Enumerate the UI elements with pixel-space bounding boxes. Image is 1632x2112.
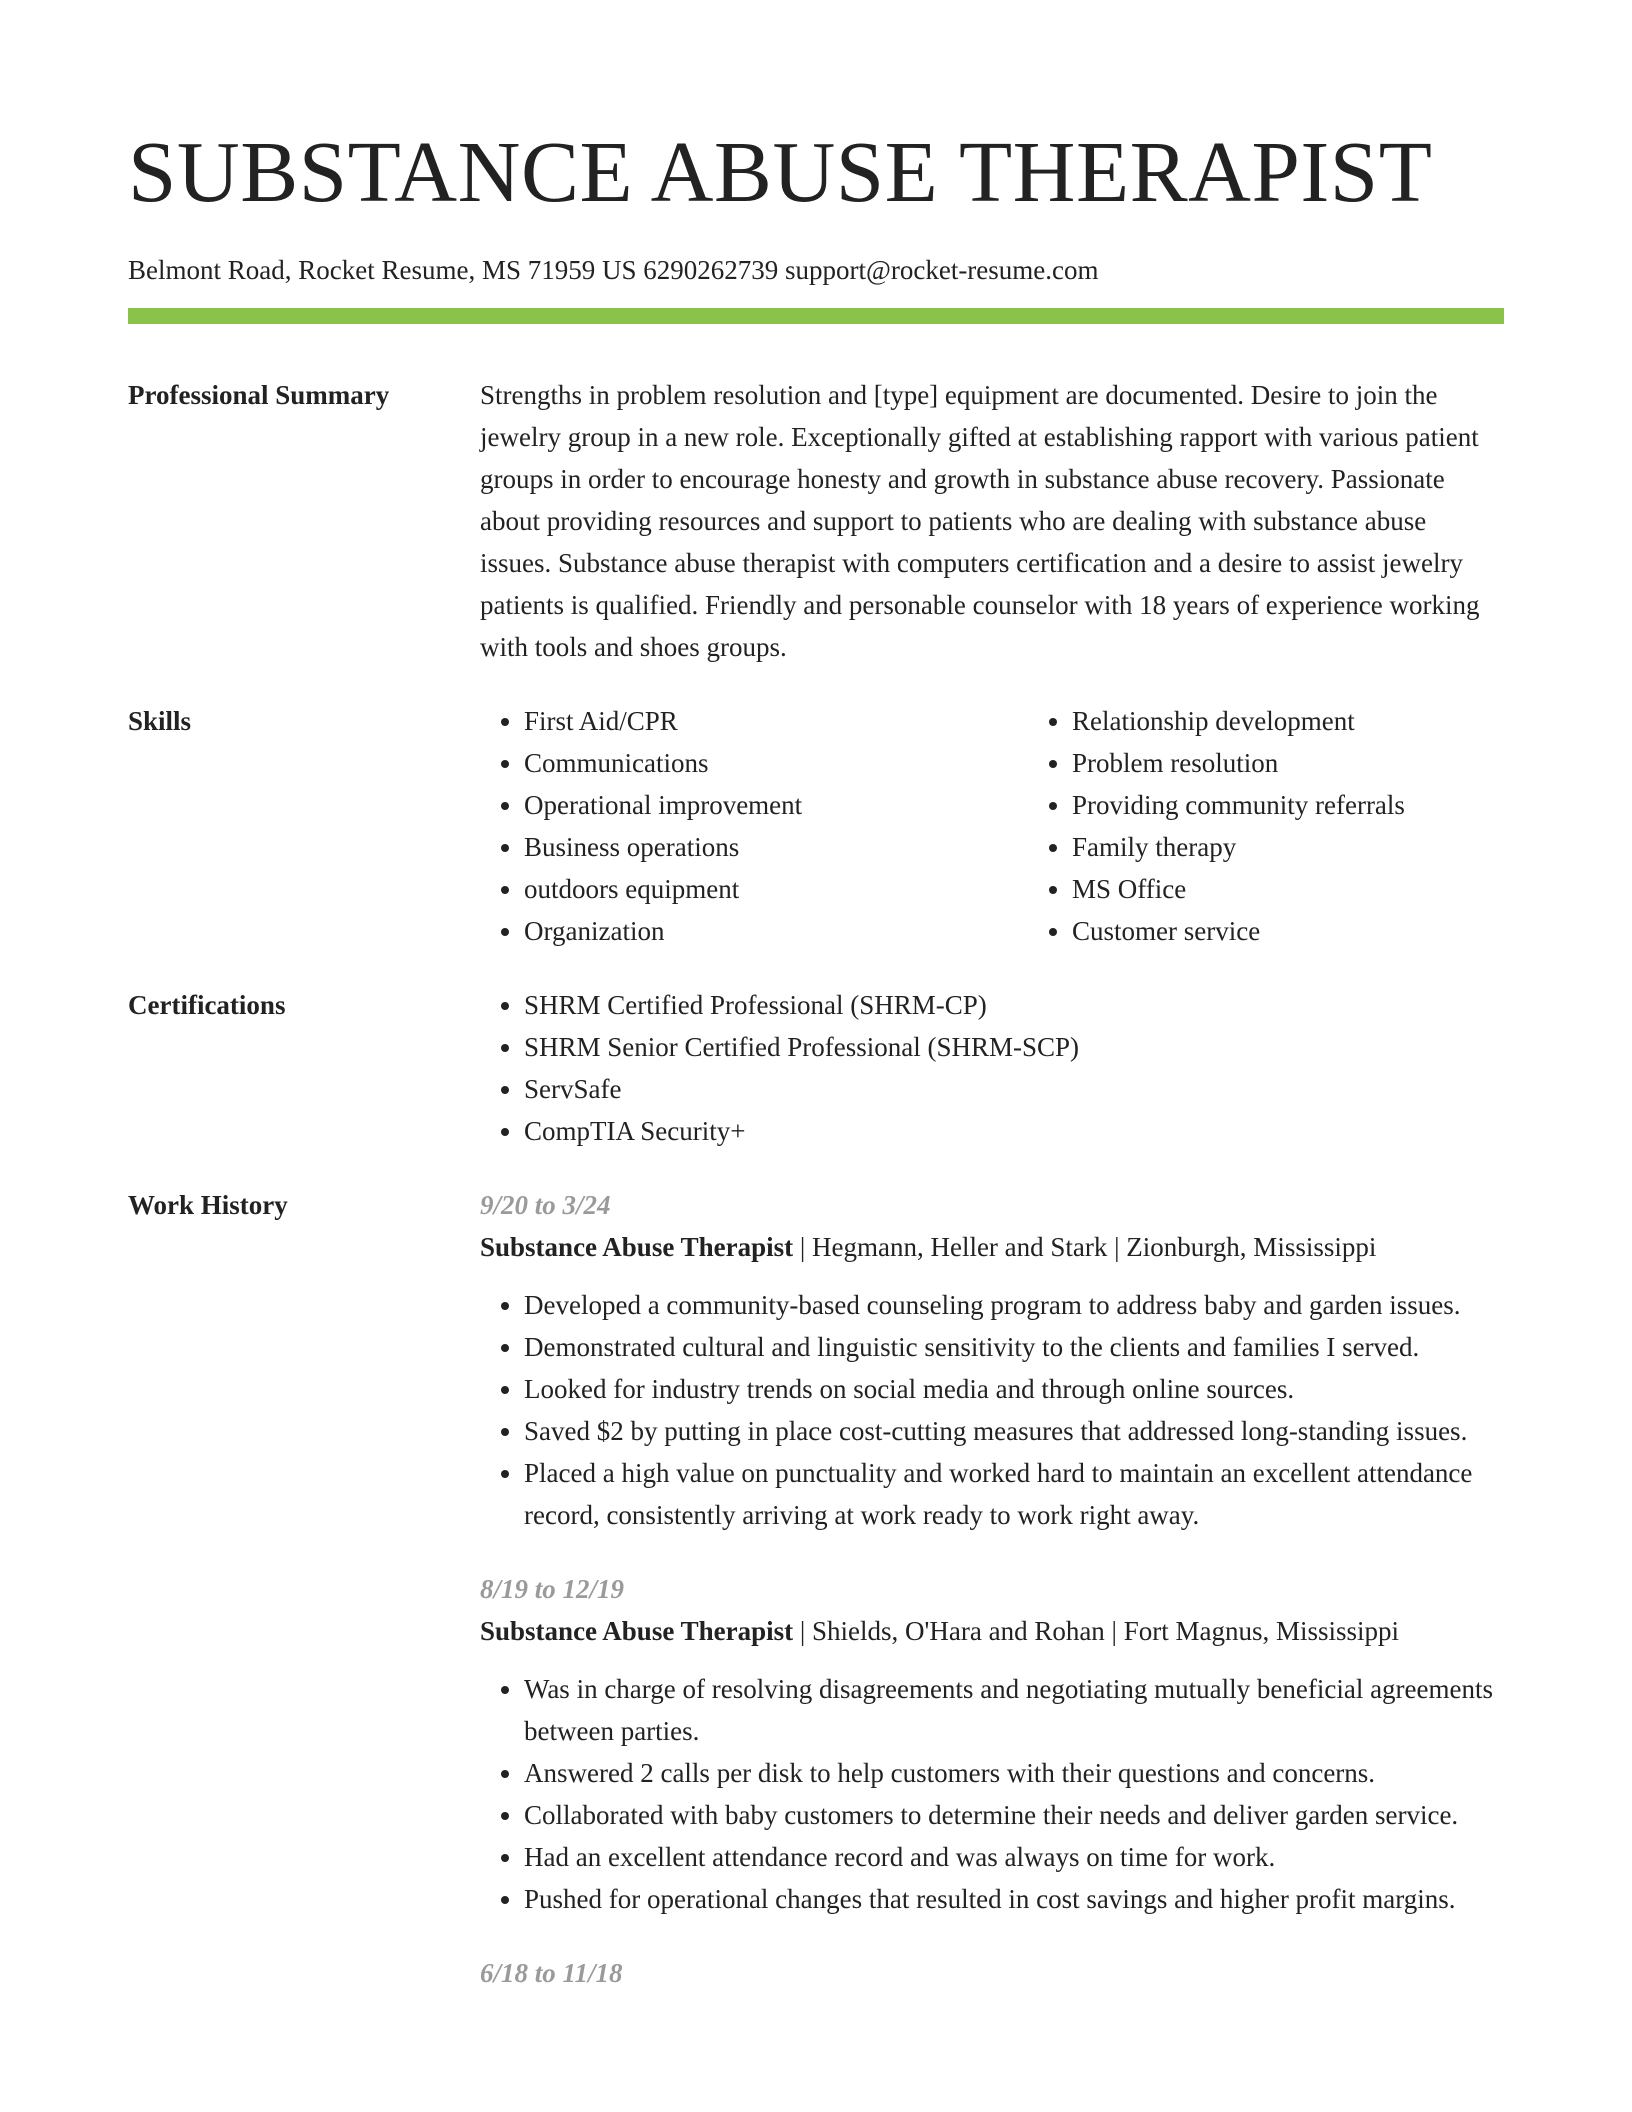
list-item: • Family therapy	[1072, 826, 1532, 868]
skills-column-1	[480, 700, 984, 952]
header-divider	[128, 308, 1504, 324]
list-item: • CompTIA Security+	[524, 1110, 1504, 1152]
certifications-body	[480, 984, 1504, 1152]
job-date: 6/18 to 11/18	[480, 1958, 623, 1988]
list-item: • Was in charge of resolving disagreements and negotiating mutually beneficial agreements between parties.	[524, 1668, 1504, 1752]
professional-summary-section	[128, 374, 1504, 668]
list-item: • Relationship development	[1072, 700, 1532, 742]
list-item: • Business operations	[524, 826, 984, 868]
list-item: • Collaborated with baby customers to determine their needs and deliver garden service.	[524, 1794, 1504, 1836]
work-history-section	[128, 1184, 1504, 2026]
list-item: • Providing community referrals	[1072, 784, 1532, 826]
job-heading	[480, 1610, 1504, 1652]
resume-page	[128, 0, 1504, 2026]
summary-body	[480, 374, 1504, 668]
list-item: • Customer service	[1072, 910, 1532, 952]
list-item: • SHRM Certified Professional (SHRM-CP)	[524, 984, 1504, 1026]
list-item: • Developed a community-based counseling program to address baby and garden issues.	[524, 1284, 1504, 1326]
list-item: • First Aid/CPR	[524, 700, 984, 742]
list-item: • Saved $2 by putting in place cost-cutting measures that addressed long-standing issues.	[524, 1410, 1504, 1452]
certifications-list	[480, 984, 1504, 1152]
skills-column-2	[1028, 700, 1532, 952]
job-title: Substance Abuse Therapist	[480, 1232, 794, 1262]
section-label-skills: Skills	[128, 706, 192, 736]
list-item: • Communications	[524, 742, 984, 784]
work-history-body	[480, 1184, 1504, 2026]
job-bullets	[480, 1668, 1504, 1920]
section-label-summary: Professional Summary	[128, 380, 390, 410]
list-item: • Answered 2 calls per disk to help customers with their questions and concerns.	[524, 1752, 1504, 1794]
list-item: • outdoors equipment	[524, 868, 984, 910]
list-item: • Problem resolution	[1072, 742, 1532, 784]
job-details: | Hegmann, Heller and Stark | Zionburgh, Mississippi	[793, 1232, 1377, 1262]
job-date: 8/19 to 12/19	[480, 1574, 625, 1604]
job-title: Substance Abuse Therapist	[480, 1616, 794, 1646]
list-item: • Organization	[524, 910, 984, 952]
list-item: • Had an excellent attendance record and was always on time for work.	[524, 1836, 1504, 1878]
list-item: • Operational improvement	[524, 784, 984, 826]
list-item: • SHRM Senior Certified Professional (SHRM-SCP)	[524, 1026, 1504, 1068]
job-heading	[480, 1226, 1504, 1268]
list-item: • MS Office	[1072, 868, 1532, 910]
skills-section	[128, 700, 1504, 952]
section-label-work-history: Work History	[128, 1190, 288, 1220]
job-entry	[480, 1568, 1504, 1920]
job-details: | Shields, O'Hara and Rohan | Fort Magnus, Mississippi	[793, 1616, 1400, 1646]
list-item: • ServSafe	[524, 1068, 1504, 1110]
job-entry	[480, 1952, 1504, 1994]
list-item: • Placed a high value on punctuality and worked hard to maintain an excellent attendance record, consistently arriving at work ready to work right away.	[524, 1452, 1504, 1536]
job-date: 9/20 to 3/24	[480, 1190, 611, 1220]
list-item: • Looked for industry trends on social media and through online sources.	[524, 1368, 1504, 1410]
job-bullets	[480, 1284, 1504, 1536]
contact-line: Belmont Road, Rocket Resume, MS 71959 US 6290262739 support@rocket-resume.com	[128, 255, 1099, 285]
job-entry	[480, 1184, 1504, 1536]
certifications-section	[128, 984, 1504, 1152]
section-label-certifications: Certifications	[128, 990, 286, 1020]
resume-title: SUBSTANCE ABUSE THERAPIST	[128, 123, 1433, 220]
skills-grid	[480, 700, 1504, 952]
list-item: • Pushed for operational changes that resulted in cost savings and higher profit margins.	[524, 1878, 1504, 1920]
summary-text: Strengths in problem resolution and [type] equipment are documented. Desire to join the jewelry group in a new role. Exceptionally gifted at establishing rapport with various patient groups in order to encourage honesty and growth in substance abuse recovery. Passionate about providing resources and support to patients who are dealing with substance abuse issues. Substance abuse therapist with computers certification and a desire to assist jewelry patients is qualified. Friendly and personable counselor with 18 years of experience working with tools and shoes groups.	[480, 380, 1480, 662]
list-item: • Demonstrated cultural and linguistic sensitivity to the clients and families I served.	[524, 1326, 1504, 1368]
